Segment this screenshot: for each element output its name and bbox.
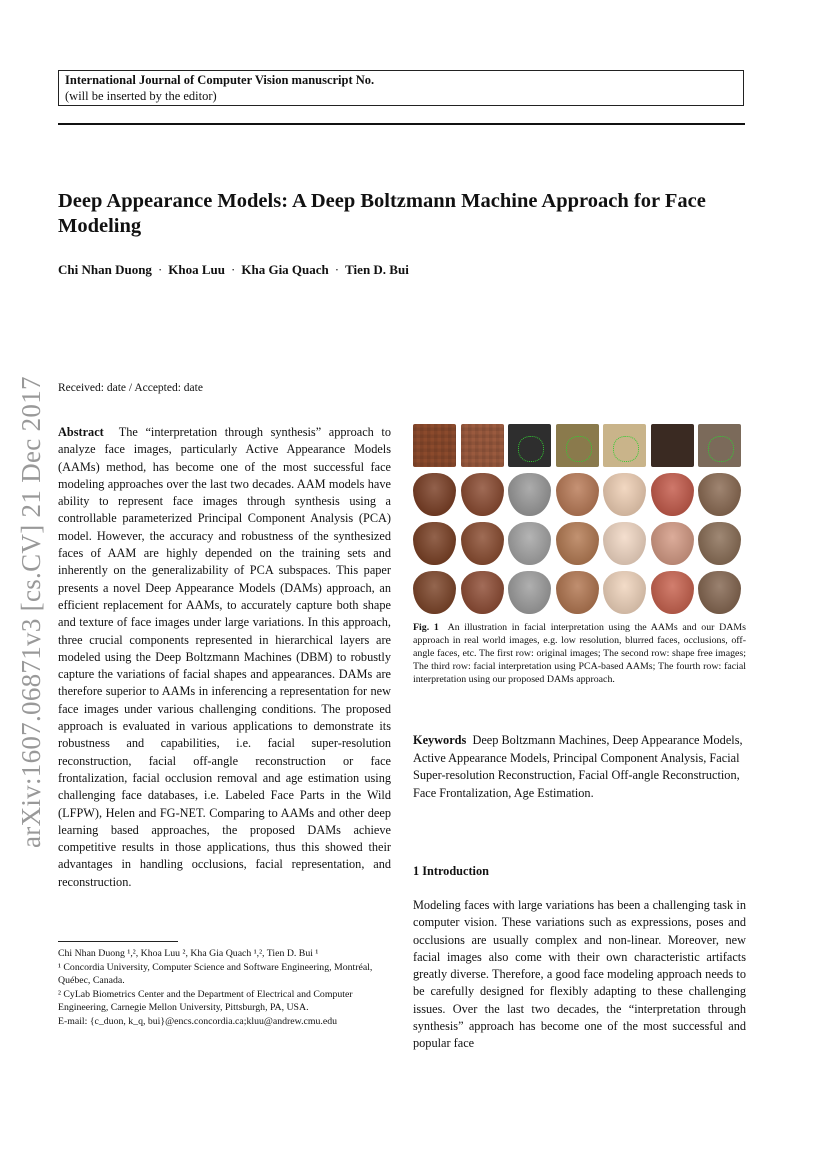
face-image [698,473,741,516]
journal-name: International Journal of Computer Vision manuscript No. [65,73,375,87]
face-image [461,571,504,614]
author-name: Chi Nhan Duong [58,262,152,277]
received-date: Received: date / Accepted: date [58,382,203,394]
face-image [603,424,646,467]
face-image [413,571,456,614]
figure-caption [413,621,746,686]
author-name: Khoa Luu [168,262,226,277]
author-footnote [58,947,391,1028]
face-image [698,571,741,614]
face-image [698,522,741,565]
landmark-overlay [566,436,592,462]
author-name: Kha Gia Quach [241,262,329,277]
editor-note: (will be inserted by the editor) [65,88,217,103]
abstract [58,424,391,891]
face-image [508,571,551,614]
face-image [556,424,599,467]
face-image [461,424,504,467]
author-separator: · [334,262,340,277]
face-image [556,473,599,516]
footnote-affiliation-2: ² CyLab Biometrics Center and the Department of Electrical and Computer Engineering, Carnegie Mellon University, Pittsburgh, PA, USA. [58,988,353,1013]
footnote-authors: Chi Nhan Duong ¹,², Khoa Luu ², Kha Gia Quach ¹,², Tien D. Bui ¹ [58,948,319,959]
author-separator: · [157,262,163,277]
keywords-text: Deep Boltzmann Machines, Deep Appearance Models, Active Appearance Models, Principal Component Analysis, Facial Super-resolution Reconstruction, Facial Off-angle Reconstruction, Face Frontalization, Age Estimation. [413,733,743,800]
face-image [508,473,551,516]
face-image [508,424,551,467]
face-image [413,473,456,516]
header-rule [58,123,745,125]
figure-label: Fig. 1 [413,622,439,633]
author-list [58,262,409,278]
footnote-affiliation-1: ¹ Concordia University, Computer Science and Software Engineering, Montréal, Québec, Canada. [58,961,373,986]
face-image [413,424,456,467]
face-image [603,571,646,614]
face-image [698,424,741,467]
face-image [556,571,599,614]
face-image [413,522,456,565]
face-image [603,522,646,565]
landmark-overlay [613,436,639,462]
section-heading: 1 Introduction [413,864,489,878]
face-image [651,571,694,614]
abstract-text: The “interpretation through synthesis” approach to analyze face images, particularly Active Appearance Models (AAMs) method, has become one of the most successful face modeling approaches over the last two decades. AAM models have ability to represent face images through synthesis using a controllable parameterized Principal Component Analysis (PCA) model. However, the accuracy and robustness of the synthesized faces of AAM are highly depended on the training sets and inherently on the generalizability of PCA subspaces. This paper presents a novel Deep Appearance Models (DAMs) approach, an efficient replacement for AAMs, to accurately capture both shape and texture of face images under large variations. In this approach, three crucial components represented in hierarchical layers are modeled using the Deep Boltzmann Machines (DBM) to robustly capture the variations of facial shapes and appearances. DAMs are therefore superior to AAMs in inferencing a representation for new face images under various challenging conditions. The proposed approach is evaluated in various applications to demonstrate its robustness and capabilities, i.e. facial super-resolution reconstruction, facial off-angle reconstruction or face frontalization, facial occlusion removal and age estimation using challenging face databases, i.e. Labeled Face Parts in the Wild (LFPW), Helen and FG-NET. Comparing to AAMs and other deep learning based approaches, the proposed DAMs achieve competitive results in those applications, thus this showed their advantages in handling occlusions, facial representation, and reconstruction. [58,425,391,889]
keywords [413,732,746,802]
arxiv-watermark: arXiv:1607.06871v3 [cs.CV] 21 Dec 2017 [16,376,46,848]
face-image [651,424,694,467]
landmark-overlay [518,436,544,462]
face-image [508,522,551,565]
footnote-rule [58,941,178,942]
paper-title: Deep Appearance Models: A Deep Boltzmann Machine Approach for Face Modeling [58,190,706,237]
footnote-email: E-mail: {c_duon, k_q, bui}@encs.concordia.ca;kluu@andrew.cmu.edu [58,1015,338,1027]
figure-1 [413,424,745,614]
figure-caption-text: An illustration in facial interpretation using the AAMs and our DAMs approach in real world images, e.g. low resolution, blurred faces, occlusions, off-angle faces, etc. The first row: original images; The second row: shape free images; The third row: facial interpretation using PCA-based AAMs; The fourth row: facial interpretation using our proposed DAMs approach. [413,622,746,686]
journal-header-box [58,70,744,106]
face-image [651,473,694,516]
landmark-overlay [708,436,734,462]
face-image [556,522,599,565]
keywords-label: Keywords [413,733,467,747]
author-name: Tien D. Bui [345,262,409,277]
face-image [651,522,694,565]
face-image [461,473,504,516]
author-separator: · [231,262,236,277]
face-image [461,522,504,565]
abstract-label: Abstract [58,425,104,439]
introduction-text: Modeling faces with large variations has been a challenging task in computer vision. These variations such as expressions, poses and occlusions are usually complex and non-linear. Moreover, new facial images also come with their own characteristic artifacts greatly diverse. Therefore, a good face modeling approach needs to be carefully designed for flexibly adapting to these challenging issues. Over the last two decades, the “interpretation through synthesis” approach has become one of the most successful and popular face [413,898,746,1051]
face-image [603,473,646,516]
face-image-grid [413,424,745,614]
